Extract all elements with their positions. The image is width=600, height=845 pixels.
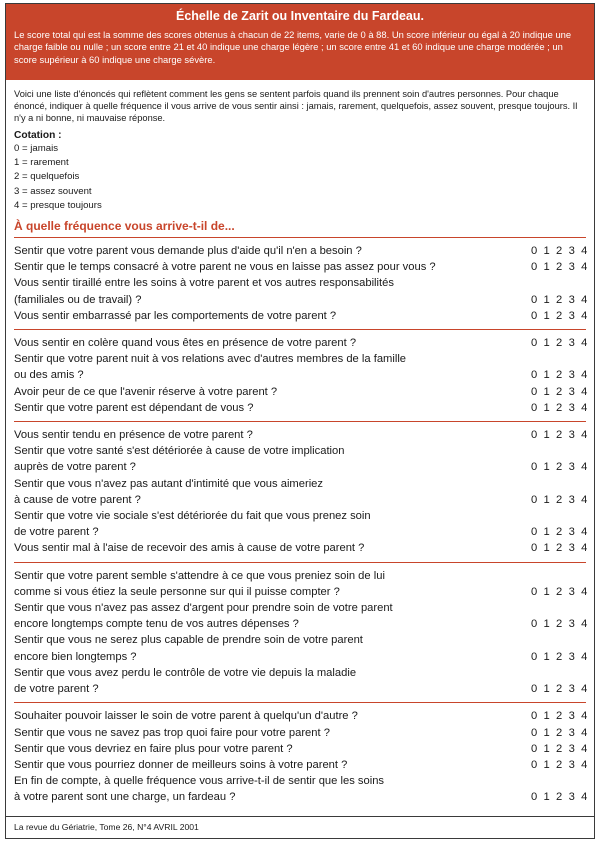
question-row xyxy=(14,725,589,741)
question-text: Avoir peur de ce que l'avenir réserve à votre parent ? xyxy=(14,385,278,398)
question-row xyxy=(14,741,589,757)
question-text: Vous sentir tiraillé entre les soins à votre parent et vos autres responsabilités xyxy=(14,277,394,290)
question-groups xyxy=(14,237,589,811)
question-row xyxy=(14,600,586,616)
score-scale[interactable]: 0 1 2 3 4 xyxy=(531,585,589,598)
question-text: à votre parent sont une charge, un fardeau ? xyxy=(14,791,236,804)
question-row xyxy=(14,400,589,416)
question-group xyxy=(14,702,589,810)
score-scale[interactable]: 0 1 2 3 4 xyxy=(531,385,589,398)
question-text: Sentir que vous avez perdu le contrôle de votre vie depuis la maladie xyxy=(14,666,357,679)
question-row xyxy=(14,351,586,367)
question-row xyxy=(14,427,589,443)
question-group xyxy=(14,421,589,562)
question-text: encore longtemps compte tenu de vos autres dépenses ? xyxy=(14,618,299,631)
question-row xyxy=(14,757,589,773)
question-text: Sentir que vous ne savez pas trop quoi faire pour votre parent ? xyxy=(14,726,330,739)
score-scale[interactable]: 0 1 2 3 4 xyxy=(531,493,589,506)
cotation-item: 1 = rarement xyxy=(14,157,69,169)
question-group xyxy=(14,237,589,329)
score-scale[interactable]: 0 1 2 3 4 xyxy=(531,429,589,442)
cotation-item: 0 = jamais xyxy=(14,143,58,154)
cotation-item: 3 = assez souvent xyxy=(14,185,92,197)
question-row xyxy=(14,632,586,648)
question-row xyxy=(14,524,589,540)
question-row xyxy=(14,259,589,275)
score-scale[interactable]: 0 1 2 3 4 xyxy=(531,293,589,306)
question-text: encore bien longtemps ? xyxy=(14,650,137,663)
question-text: Sentir que vous n'avez pas assez d'argent pour prendre soin de votre parent xyxy=(14,602,393,615)
question-text: Souhaiter pouvoir laisser le soin de votre parent à quelqu'un d'autre ? xyxy=(14,710,358,723)
question-text: Vous sentir mal à l'aise de recevoir des amis à cause de votre parent ? xyxy=(14,542,365,555)
question-text: Sentir que votre vie sociale s'est détériorée du fait que vous prenez soin xyxy=(14,510,371,523)
question-row xyxy=(14,275,586,291)
question-row xyxy=(14,540,589,556)
question-text: Vous sentir tendu en présence de votre parent ? xyxy=(14,429,253,442)
question-text: Sentir que votre santé s'est détériorée à cause de votre implication xyxy=(14,445,345,458)
question-row xyxy=(14,243,589,259)
score-scale[interactable]: 0 1 2 3 4 xyxy=(531,726,589,739)
question-group xyxy=(14,329,589,421)
question-text: Sentir que vous n'avez pas autant d'intimité que vous aimeriez xyxy=(14,477,323,490)
intro-text: Voici une liste d'énoncés qui reflètent comment les gens se sentent parfois quand ils prennent soin d'autres personnes. Pour chaque énoncé, indiquer à quelle fréquence il vous arrive de vous sentir ainsi : jamais, rarement, quelquefois, assez souvent, presque toujours. Il n'y a ni bonne, ni mauvaise réponse. xyxy=(14,89,578,123)
question-text: Sentir que vous ne serez plus capable de prendre soin de votre parent xyxy=(14,634,363,647)
question-group xyxy=(14,562,589,703)
question-text: de votre parent ? xyxy=(14,683,99,696)
scoring-explanation: Le score total qui est la somme des scores obtenus à chacun de 22 items, varie de 0 à 88. Un score inférieur ou égal à 20 indique une charge faible ou nulle ; un score entre 21 et 40 indique une charge légère ; un score entre 41 et 60 indique une charge modérée ; un score supérieur à 60 indique une charge sévère. xyxy=(14,29,572,65)
score-scale[interactable]: 0 1 2 3 4 xyxy=(531,758,589,771)
question-row xyxy=(14,665,586,681)
question-row xyxy=(14,568,586,584)
cotation-title: Cotation : xyxy=(14,130,62,141)
question-text: Sentir que le temps consacré à votre parent ne vous en laisse pas assez pour vous ? xyxy=(14,261,436,274)
question-text: Sentir que votre parent nuit à vos relations avec d'autres membres de la famille xyxy=(14,353,407,366)
question-text: Sentir que votre parent vous demande plus d'aide qu'il n'en a besoin ? xyxy=(14,245,362,258)
score-scale[interactable]: 0 1 2 3 4 xyxy=(531,710,589,723)
question-row xyxy=(14,649,589,665)
score-scale[interactable]: 0 1 2 3 4 xyxy=(531,369,589,382)
question-row xyxy=(14,335,589,351)
score-scale[interactable]: 0 1 2 3 4 xyxy=(531,683,589,696)
question-row xyxy=(14,367,589,383)
question-text: En fin de compte, à quelle fréquence vous arrive-t-il de sentir que les soins xyxy=(14,775,385,788)
question-text: à cause de votre parent ? xyxy=(14,493,141,506)
question-text: Sentir que vous devriez en faire plus pour votre parent ? xyxy=(14,742,293,755)
footer-citation: La revue du Gériatrie, Tome 26, N°4 AVRIL 2001 xyxy=(6,816,594,838)
question-row xyxy=(14,492,589,508)
section-heading: À quelle fréquence vous arrive-t-il de... xyxy=(14,219,235,234)
question-text: Sentir que votre parent est dépendant de vous ? xyxy=(14,401,254,414)
header-banner xyxy=(6,4,594,80)
question-text: de votre parent ? xyxy=(14,526,99,539)
question-row xyxy=(14,616,589,632)
question-row xyxy=(14,459,589,475)
question-text: Vous sentir embarrassé par les comportements de votre parent ? xyxy=(14,309,337,322)
score-scale[interactable]: 0 1 2 3 4 xyxy=(531,461,589,474)
question-text: comme si vous étiez la seule personne sur qui il puisse compter ? xyxy=(14,585,340,598)
score-scale[interactable]: 0 1 2 3 4 xyxy=(531,401,589,414)
score-scale[interactable]: 0 1 2 3 4 xyxy=(531,791,589,804)
question-text: auprès de votre parent ? xyxy=(14,461,136,474)
score-scale[interactable]: 0 1 2 3 4 xyxy=(531,650,589,663)
question-row xyxy=(14,384,589,400)
score-scale[interactable]: 0 1 2 3 4 xyxy=(531,618,589,631)
cotation-item: 2 = quelquefois xyxy=(14,171,80,183)
score-scale[interactable]: 0 1 2 3 4 xyxy=(531,526,589,539)
question-row xyxy=(14,292,589,308)
score-scale[interactable]: 0 1 2 3 4 xyxy=(531,742,589,755)
cotation-item: 4 = presque toujours xyxy=(14,199,102,211)
question-text: (familiales ou de travail) ? xyxy=(14,293,142,306)
question-row xyxy=(14,773,586,789)
form-content xyxy=(6,80,594,811)
score-scale[interactable]: 0 1 2 3 4 xyxy=(531,261,589,274)
question-text: Sentir que vous pourriez donner de meilleurs soins à votre parent ? xyxy=(14,758,348,771)
score-scale[interactable]: 0 1 2 3 4 xyxy=(531,245,589,258)
question-row xyxy=(14,443,586,459)
question-text: ou des amis ? xyxy=(14,369,84,382)
cotation-list xyxy=(14,142,586,213)
question-row xyxy=(14,708,589,724)
question-row xyxy=(14,584,589,600)
score-scale[interactable]: 0 1 2 3 4 xyxy=(531,309,589,322)
score-scale[interactable]: 0 1 2 3 4 xyxy=(531,542,589,555)
question-row xyxy=(14,308,589,324)
question-row xyxy=(14,508,586,524)
question-row xyxy=(14,476,586,492)
score-scale[interactable]: 0 1 2 3 4 xyxy=(531,337,589,350)
question-text: Vous sentir en colère quand vous êtes en présence de votre parent ? xyxy=(14,337,357,350)
zarit-form xyxy=(5,3,595,839)
question-text: Sentir que votre parent semble s'attendre à ce que vous preniez soin de lui xyxy=(14,569,385,582)
question-row xyxy=(14,789,589,805)
form-title: Échelle de Zarit ou Inventaire du Fardeau. xyxy=(176,9,424,23)
question-row xyxy=(14,681,589,697)
